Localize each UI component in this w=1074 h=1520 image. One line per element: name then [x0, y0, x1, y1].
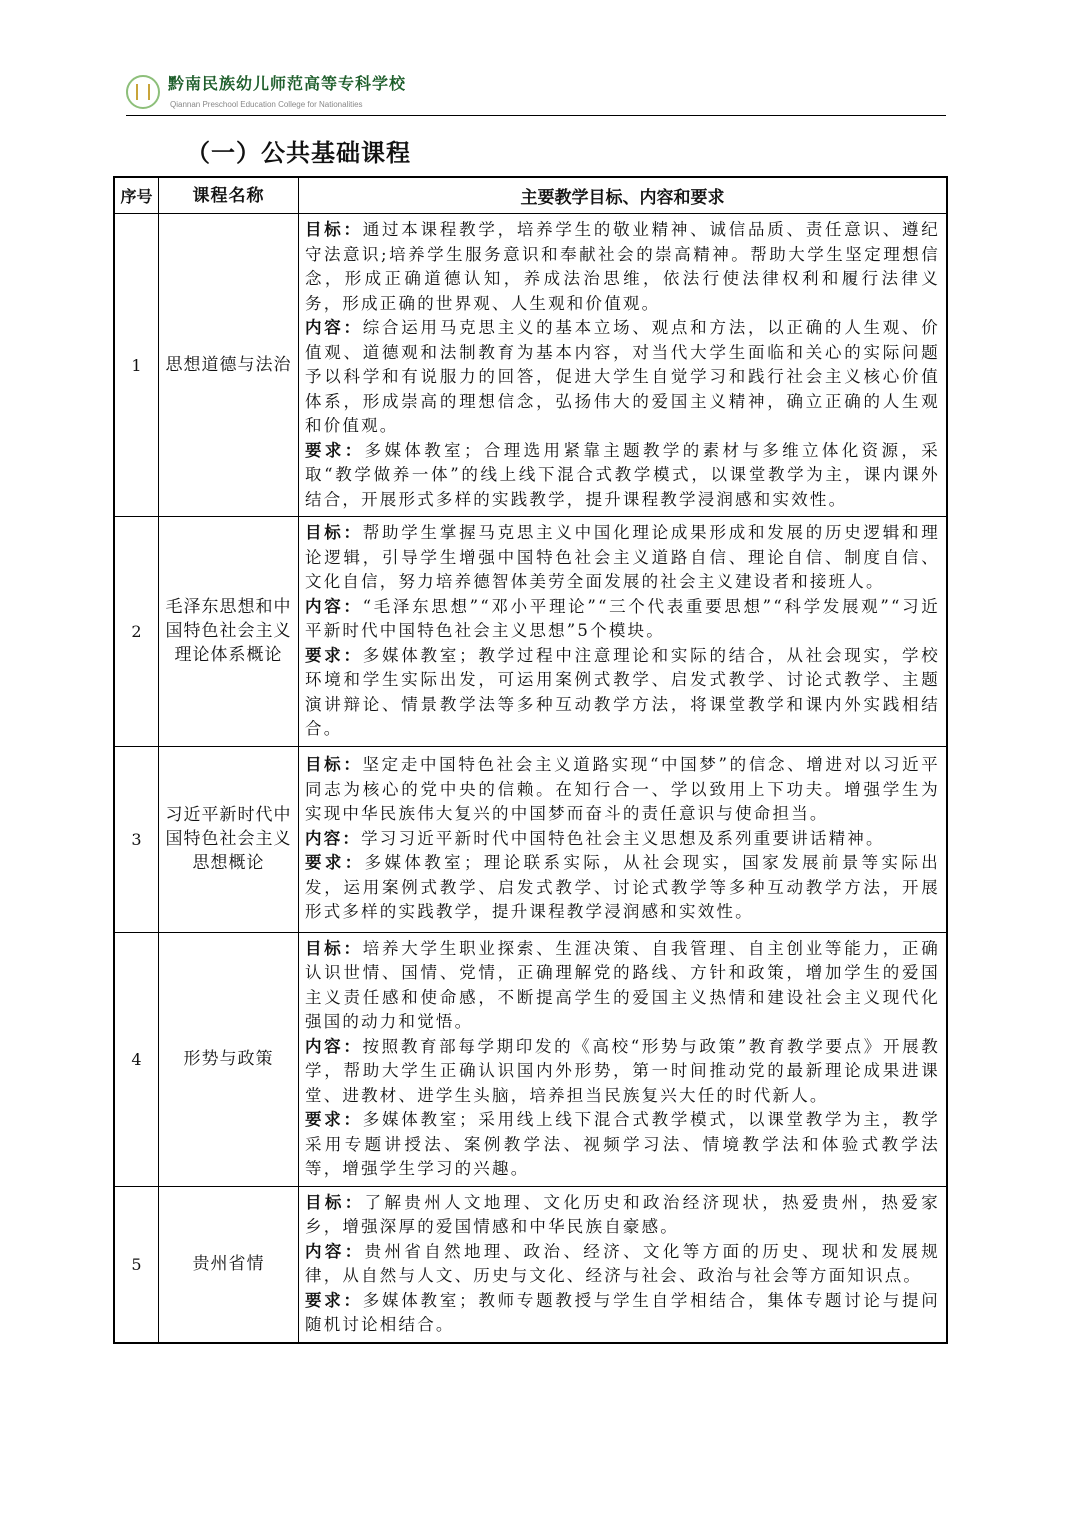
- school-name-en: Qiannan Preschool Education College for Nationalities: [170, 100, 363, 109]
- requirement-label: 要求：: [305, 645, 363, 665]
- content-paragraph: [305, 1035, 940, 1109]
- header-divider: [126, 115, 946, 116]
- table-row: [114, 932, 947, 1186]
- course-detail: [299, 746, 948, 932]
- content-label: 内容：: [305, 596, 363, 616]
- column-header-name: 课程名称: [159, 177, 299, 214]
- goal-text: 培养大学生职业探索、生涯决策、自我管理、自主创业等能力，正确认识世情、国情、党情，正确理解党的路线、方针和政策，增加学生的爱国主义责任感和使命感，不断提高学生的爱国主义热情和建设社会主义现代化强国的动力和觉悟。: [305, 938, 940, 1031]
- course-name: 贵州省情: [159, 1186, 299, 1343]
- row-number: 3: [114, 746, 159, 932]
- goal-text: 了解贵州人文地理、文化历史和政治经济现状，热爱贵州，热爱家乡，增强深厚的爱国情感和中华民族自豪感。: [305, 1192, 940, 1237]
- page-header: [126, 72, 946, 114]
- table-header-row: [114, 177, 947, 214]
- goal-label: 目标：: [305, 523, 363, 542]
- content-text: “毛泽东思想”“邓小平理论”“三个代表重要思想”“科学发展观”“习近平新时代中国特色社会主义思想”5个模块。: [305, 596, 940, 640]
- requirement-paragraph: [305, 439, 940, 513]
- table-row: [114, 214, 947, 517]
- content-label: 内容：: [305, 1241, 365, 1261]
- table-row: [114, 746, 947, 932]
- goal-label: 目标：: [305, 755, 363, 775]
- requirement-paragraph: [305, 1108, 940, 1182]
- goal-label: 目标：: [305, 1192, 365, 1212]
- course-detail: [299, 214, 948, 517]
- content-text: 综合运用马克思主义的基本立场、观点和方法，以正确的人生观、价值观、道德观和法制教育为基本内容，对当代大学生面临和关心的实际问题予以科学和有说服力的回答，促进大学生自觉学习和践行社会主义核心价值体系，形成崇高的理想信念，弘扬伟大的爱国主义精神，确立正确的人生观和价值观。: [305, 318, 940, 435]
- goal-label: 目标：: [305, 938, 363, 958]
- requirement-text: 多媒体教室；采用线上线下混合式教学模式，以课堂教学为主，教学采用专题讲授法、案例教学法、视频学习法、情境教学法和体验式教学法等，增强学生学习的兴趣。: [305, 1110, 940, 1178]
- requirement-paragraph: [305, 1289, 940, 1338]
- column-header-detail: 主要教学目标、内容和要求: [299, 177, 948, 214]
- content-paragraph: [305, 595, 940, 644]
- content-paragraph: [305, 316, 940, 439]
- course-detail: [299, 932, 948, 1186]
- content-text: 贵州省自然地理、政治、经济、文化等方面的历史、现状和发展规律，从自然与人文、历史与文化、经济与社会、政治与社会等方面知识点。: [305, 1241, 940, 1286]
- course-name: 毛泽东思想和中国特色社会主义理论体系概论: [159, 517, 299, 747]
- content-label: 内容：: [305, 828, 362, 848]
- goal-paragraph: [305, 218, 940, 316]
- requirement-text: 多媒体教室；教学过程中注意理论和实际的结合，从社会现实，学校环境和学生实际出发，可运用案例式教学、启发式教学、讨论式教学、主题演讲辩论、情景教学法等多种互动教学方法，将课堂教学和课内外实践相结合。: [305, 645, 940, 738]
- row-number: 2: [114, 517, 159, 747]
- course-name: 形势与政策: [159, 932, 299, 1186]
- goal-paragraph: [305, 521, 940, 595]
- content-paragraph: [305, 827, 940, 852]
- goal-label: 目标：: [305, 220, 363, 239]
- content-paragraph: [305, 1240, 940, 1289]
- content-label: 内容：: [305, 1036, 363, 1056]
- table-row: [114, 517, 947, 747]
- row-number: 4: [114, 932, 159, 1186]
- content-text: 按照教育部每学期印发的《高校“形势与政策”教育教学要点》开展教学，帮助大学生正确认识国内外形势，第一时间推动党的最新理论成果进课堂、进教材、进学生头脑，培养担当民族复兴大任的时代新人。: [305, 1036, 940, 1105]
- course-table: [113, 176, 948, 1344]
- requirement-paragraph: [305, 644, 940, 742]
- row-number: 1: [114, 214, 159, 517]
- goal-paragraph: [305, 753, 940, 827]
- row-number: 5: [114, 1186, 159, 1343]
- requirement-label: 要求：: [305, 440, 365, 460]
- column-header-no: 序号: [114, 177, 159, 214]
- requirement-text: 多媒体教室；合理选用紧靠主题教学的素材与多维立体化资源，采取“教学做养一体”的线上线下混合式教学模式，以课堂教学为主，课内课外结合，开展形式多样的实践教学，提升课程教学浸润感和实效性。: [305, 440, 940, 509]
- content-text: 学习习近平新时代中国特色社会主义思想及系列重要讲话精神。: [361, 828, 885, 848]
- requirement-label: 要求：: [305, 1110, 363, 1129]
- section-title: （一）公共基础课程: [186, 139, 411, 167]
- requirement-label: 要求：: [305, 853, 365, 873]
- requirement-paragraph: [305, 851, 940, 925]
- goal-text: 坚定走中国特色社会主义道路实现“中国梦”的信念、增进对以习近平同志为核心的党中央的信赖。在知行合一、学以致用上下功夫。增强学生为实现中华民族伟大复兴的中国梦而奋斗的责任意识与使命担当。: [305, 755, 940, 824]
- goal-paragraph: [305, 937, 940, 1035]
- goal-text: 通过本课程教学，培养学生的敬业精神、诚信品质、责任意识、遵纪守法意识;培养学生服务意识和奉献社会的崇高精神。帮助大学生坚定理想信念，形成正确道德认知，养成法治思维，依法行使法律权利和履行法律义务，形成正确的世界观、人生观和价值观。: [305, 220, 940, 313]
- course-name: 习近平新时代中国特色社会主义思想概论: [159, 746, 299, 932]
- requirement-text: 多媒体教室；教师专题教授与学生自学相结合，集体专题讨论与提问随机讨论相结合。: [305, 1290, 940, 1335]
- table-row: [114, 1186, 947, 1343]
- content-label: 内容：: [305, 318, 363, 337]
- school-logo-icon: [126, 75, 160, 109]
- goal-paragraph: [305, 1191, 940, 1240]
- school-name-cn: 黔南民族幼儿师范高等专科学校: [168, 74, 407, 93]
- course-detail: [299, 1186, 948, 1343]
- requirement-label: 要求：: [305, 1290, 363, 1310]
- course-detail: [299, 517, 948, 747]
- goal-text: 帮助学生掌握马克思主义中国化理论成果形成和发展的历史逻辑和理论逻辑，引导学生增强中国特色社会主义道路自信、理论自信、制度自信、文化自信，努力培养德智体美劳全面发展的社会主义建设者和接班人。: [305, 523, 940, 591]
- requirement-text: 多媒体教室；理论联系实际，从社会现实，国家发展前景等实际出发，运用案例式教学、启发式教学、讨论式教学等多种互动教学方法，开展形式多样的实践教学，提升课程教学浸润感和实效性。: [305, 853, 940, 922]
- course-name: 思想道德与法治: [159, 214, 299, 517]
